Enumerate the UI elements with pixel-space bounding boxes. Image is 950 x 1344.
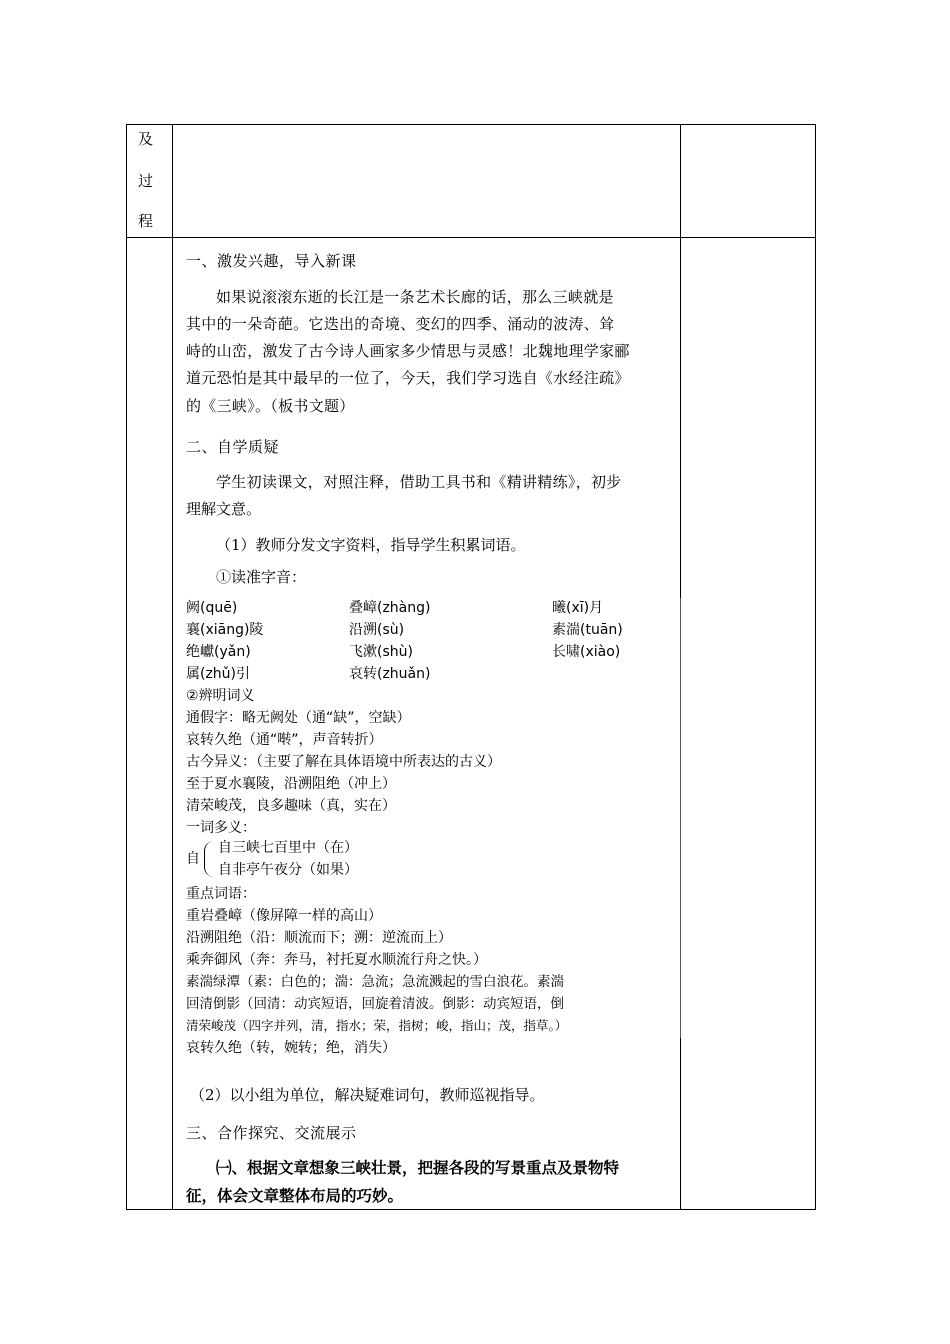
polysemy-entry: 自三峡七百里中（在） [218,840,358,856]
scan-line: 沿溯阻绝（沿：顺流而下；溯：逆流而上） [186,930,452,946]
section-heading-2: 二、自学质疑 [186,438,280,456]
paragraph-line: 理解文意。 [186,500,262,518]
scan-line: 清荣峻茂（四字并列，清，指水；荣，指树；峻，指山；茂，指草。） [186,1018,568,1033]
side-label-char: 过 [138,172,154,190]
table-border-bottom [126,1209,816,1210]
scan-line: 素湍绿潭（素：白色的；湍：急流；急流溅起的雪白浪花。素湍 [186,974,564,990]
table-border-top [126,124,816,125]
bold-line: 征，体会文章整体布局的巧妙。 [186,1186,404,1205]
instruction-item-1: （1）教师分发文字资料，指导学生积累词语。 [216,536,526,554]
paragraph-line: 的《三峡》。（板书文题） [186,397,355,415]
pron-entry: 叠嶂(zhàng) [349,600,431,616]
section-heading-3: 三、合作探究、交流展示 [186,1124,357,1142]
paragraph-line: 学生初读课文，对照注释，借助工具书和《精讲精练》，初步 [216,473,622,491]
polysemy-entry: 自非亭午夜分（如果） [218,862,358,878]
pron-entry: 长啸(xiào) [552,644,621,660]
paragraph-line: 峙的山峦，激发了古今诗人画家多少情思与灵感！北魏地理学家郦 [186,342,630,360]
scan-line: 通假字：略无阙处（通“缺”，空缺） [186,710,411,726]
pron-entry: 属(zhǔ)引 [186,666,251,682]
scan-edge [680,598,681,1038]
table-border-left [126,124,127,1210]
section-heading-1: 一、激发兴趣，导入新课 [186,252,357,270]
pron-entry: 绝巘(yǎn) [186,644,251,660]
pron-entry: 飞漱(shù) [349,644,413,660]
scan-line: 回清倒影（回清：动宾短语，回旋着清波。倒影：动宾短语，倒 [186,996,564,1012]
scan-line: 古今异义：（主要了解在具体语境中所表达的古义） [186,754,501,770]
bold-line: ㈠、根据文章想象三峡壮景，把握各段的写景重点及景物特 [216,1158,620,1177]
table-column-divider-1 [172,124,173,1210]
side-label-char: 程 [138,212,154,230]
paragraph-line: 如果说滚滚东逝的长江是一条艺术长廊的话，那么三峡就是 [216,288,614,306]
paragraph-line: 其中的一朵奇葩。它迭出的奇境、变幻的四季、涌动的波涛、耸 [186,315,615,333]
pronunciation-heading: ①读准字音： [216,568,307,586]
side-label-char: 及 [138,130,154,148]
brace-symbol [204,841,215,877]
polysemy-char: 自 [186,851,200,867]
scan-line: 至于夏水襄陵，沿溯阻绝（冲上） [186,776,396,792]
scan-line: 哀转久绝（转，婉转；绝，消失） [186,1040,396,1056]
scan-line: 哀转久绝（通“啭”，声音转折） [186,732,383,748]
pron-entry: 襄(xiāng)陵 [186,622,264,638]
scan-line: 乘奔御风（奔：奔马，衬托夏水顺流行舟之快。） [186,952,487,968]
scan-line: 重点词语： [186,886,256,902]
instruction-item-2: （2）以小组为单位，解决疑难词句，教师巡视指导。 [190,1086,545,1104]
scan-line: 重岩叠嶂（像屏障一样的高山） [186,908,382,924]
scanned-vocabulary-sheet [186,598,682,1058]
scan-line: 清荣峻茂，良多趣味（真，实在） [186,798,396,814]
scan-line: 一词多义： [186,820,256,836]
table-row-divider [126,237,816,238]
paragraph-line: 道元恐怕是其中最早的一位了，今天，我们学习选自《水经注疏》 [186,369,630,387]
pron-entry: 哀转(zhuǎn) [349,666,431,682]
scan-line: ②辨明词义 [186,688,255,704]
pron-entry: 阙(quē) [186,600,238,616]
pron-entry: 曦(xī)月 [552,600,604,616]
pron-entry: 沿溯(sù) [349,622,405,638]
table-border-right [815,124,816,1210]
pron-entry: 素湍(tuān) [552,622,623,638]
